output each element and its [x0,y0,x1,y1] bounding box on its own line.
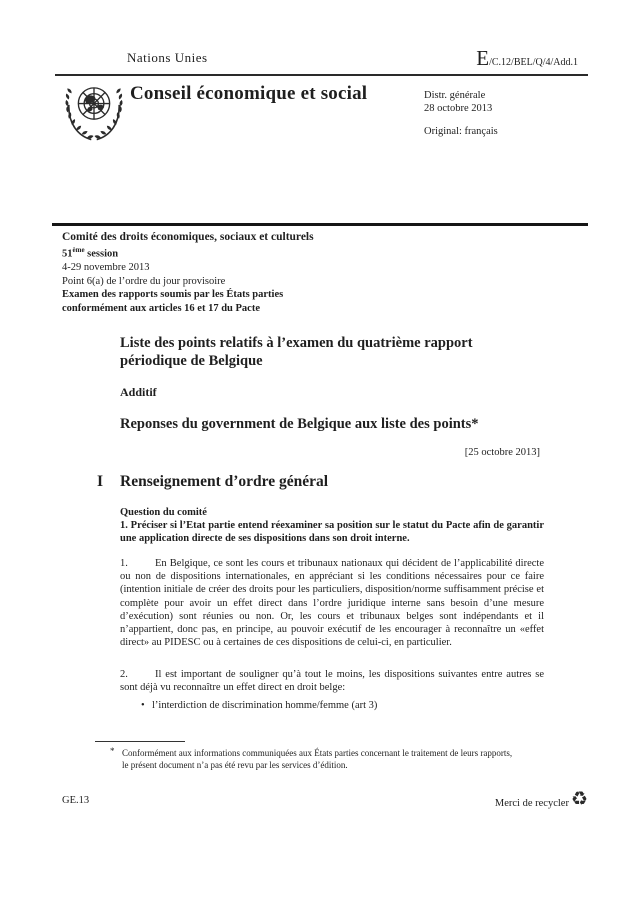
question-text: 1. Préciser si l’Etat partie entend réexaminer sa position sur le statut du Pacte afin de garantir une application directe de ses dispositions dans son droit interne. [120,520,544,545]
distribution-date: 28 octobre 2013 [424,103,493,114]
document-title: Liste des points relatifs à l’examen du quatrième rapport périodique de Belgique [120,335,473,369]
recycle-text: Merci de recycler [494,798,569,809]
session-suffix: ème [72,246,85,255]
bullet-text: l’interdiction de discrimination homme/femme (art 3) [152,700,378,711]
agenda-item: Point 6(a) de l’ordre du jour provisoire [62,275,226,287]
agenda-title-line1: Examen des rapports soumis par les États parties [62,289,284,301]
document-symbol [476,46,578,71]
un-emblem-icon [60,79,128,143]
paragraph [120,668,544,694]
document-subtitle: Additif [120,385,157,399]
session-number: 51 [62,248,73,260]
bullet-icon: • [141,700,145,711]
original-language: Original: français [424,126,498,137]
header-divider [55,74,588,76]
footnote-marker: * [110,746,115,756]
section-divider [52,223,588,226]
org-name: Nations Unies [127,50,208,65]
bullet-list [141,699,541,712]
received-date: [25 octobre 2013] [464,447,540,458]
section-heading [97,473,328,491]
question-label: Question du comité [120,507,207,518]
paragraph [120,557,544,649]
footnote-divider [95,741,185,742]
document-symbol-prefix: E [476,46,490,70]
session-line [62,244,522,261]
paragraph-number: 1. [120,558,128,569]
section-numeral: I [97,473,104,490]
footer-code: GE.13 [62,795,90,806]
distribution-block [424,89,492,115]
footnote-text: Conformément aux informations communiquées aux États parties concernant le traitement de leurs rapports, le présent document n’a pas été revu par les services d’édition. [122,748,513,770]
list-item [141,699,541,712]
document-symbol-rest: /C.12/BEL/Q/4/Add.1 [489,57,578,68]
agenda-title-line2: conformément aux articles 16 et 17 du Pacte [62,302,260,314]
council-title: Conseil économique et social [130,83,368,104]
section-heading-text: Renseignement d’ordre général [120,473,329,490]
committee-name: Comité des droits économiques, sociaux et culturels [62,231,314,243]
paragraph-text: Il est important de souligner qu’à tout le moins, les dispositions suivantes entre autres se sont déjà vu reconnaître un effet direct en droit belge: [120,669,544,694]
paragraph-number: 2. [120,669,128,680]
recycle-note [494,788,588,813]
footnote [103,747,515,771]
distribution-type: Distr. générale [424,90,486,101]
committee-block [62,231,522,315]
response-title: Reponses du government de Belgique aux liste des points* [120,416,479,432]
paragraph-text: En Belgique, ce sont les cours et tribunaux nationaux qui décident de l’applicabilité directe ou non de dispositions internationales, en appréciant si les conditions nécessaires pour ce faire (intention initiale de créer des droits pour les particuliers, disposition/norme suffisamment précise et complète pour avoir un effet direct dans l’ordre juridique interne sans besoin d’une mesure d’exécution) sont réunies ou non. Or, les cours et tribunaux belges sont indépendants et il n’appartient, donc pas, en principe, au pouvoir exécutif de les encourager à reconnaître un «effet direct» au PIDESC ou à certaines de ces dispositions de celui-ci, en particulier. [120,558,544,649]
session-word: session [84,248,119,260]
question-block [120,506,544,546]
session-dates: 4-29 novembre 2013 [62,262,150,274]
recycle-icon: ♻ [570,788,588,810]
